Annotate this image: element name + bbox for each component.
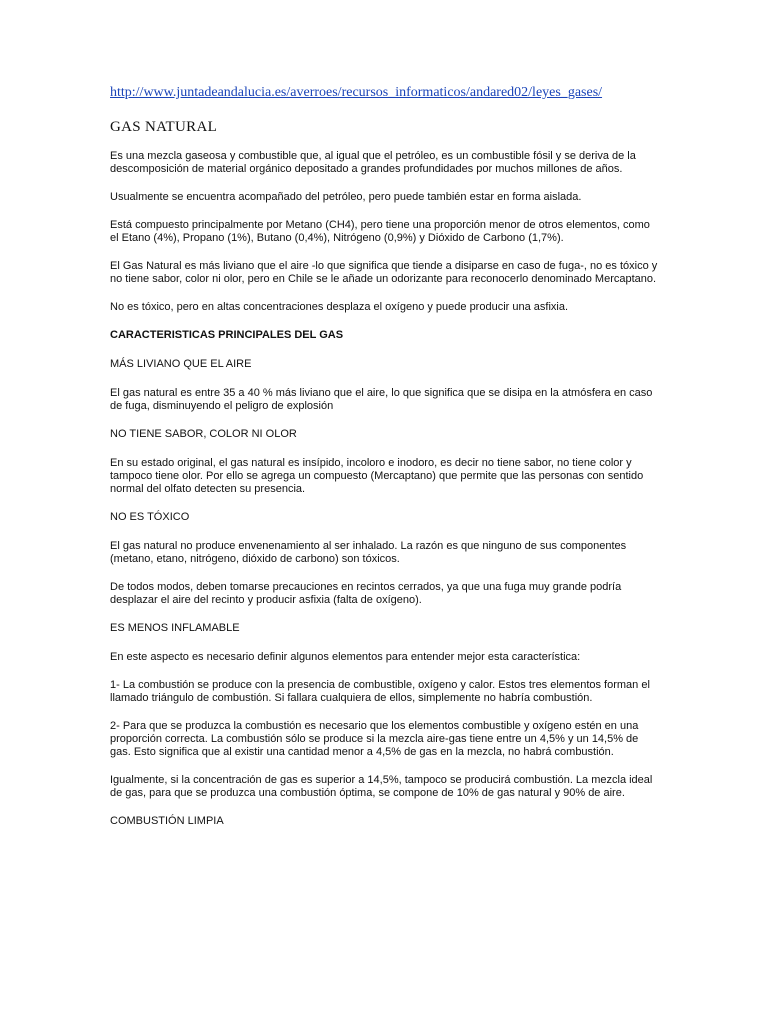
list-item-1: 1- La combustión se produce con la presencia de combustible, oxígeno y calor. Estos tres elementos forman el llamado triángulo de combustión. Si fallara cualquiera de ellos, simplemente no habría combustión. [110,679,650,704]
subheading-sabor: NO TIENE SABOR, COLOR NI OLOR [110,428,297,440]
subheading-liviano: MÁS LIVIANO QUE EL AIRE [110,358,252,370]
paragraph-inflamable: En este aspecto es necesario definir algunos elementos para entender mejor esta característica: [110,651,581,663]
paragraph-liviano: El gas natural es entre 35 a 40 % más liviano que el aire, lo que significa que se disipa en la atmósfera en caso de fuga, disminuyendo el peligro de explosión [110,387,653,412]
document-title: GAS NATURAL [110,119,218,135]
document-body [110,84,658,844]
paragraph-toxico-2: De todos modos, deben tomarse precauciones en recintos cerrados, ya que una fuga muy grande podría desplazar el aire del recinto y producir asfixia (falta de oxígeno). [110,581,622,606]
toxicity-paragraph: No es tóxico, pero en altas concentraciones desplaza el oxígeno y puede producir una asfixia. [110,301,569,313]
subheading-inflamable: ES MENOS INFLAMABLE [110,622,240,634]
composition-paragraph: Está compuesto principalmente por Metano (CH4), pero tiene una proporción menor de otros elementos, como el Etano (4%), Propano (1%), Butano (0,4%), Nitrógeno (0,9%) y Dióxido de Carbono (1,7%). [110,219,650,244]
intro-paragraph-2: Usualmente se encuentra acompañado del petróleo, pero puede también estar en forma aislada. [110,191,582,203]
source-link[interactable]: http://www.juntadeandalucia.es/averroes/recursos_informaticos/andared02/leyes_gases/ [110,85,603,100]
paragraph-igualmente: Igualmente, si la concentración de gas es superior a 14,5%, tampoco se producirá combustión. La mezcla ideal de gas, para que se produzca una combustión óptima, se compone de 10% de gas natural y 90% de aire. [110,774,653,799]
section-heading: CARACTERISTICAS PRINCIPALES DEL GAS [110,329,344,341]
list-item-2: 2- Para que se produzca la combustión es necesario que los elementos combustible y oxígeno estén en una proporción correcta. La combustión sólo se produce si la mezcla aire-gas tiene entre un 4,5% y un 14,5% de gas. Esto significa que al existir una cantidad menor a 4,5% de gas en la mezcla, no habrá combustión. [110,720,639,758]
subheading-toxico: NO ES TÓXICO [110,511,190,523]
paragraph-sabor: En su estado original, el gas natural es insípido, incoloro e inodoro, es decir no tiene sabor, no tiene color y tampoco tiene olor. Por ello se agrega un compuesto (Mercaptano) que permite que las personas con sentido normal del olfato detecten su presencia. [110,457,644,495]
intro-paragraph-1: Es una mezcla gaseosa y combustible que, al igual que el petróleo, es un combustible fósil y se deriva de la descomposición de material orgánico depositado a grandes profundidades por muchos millones de años. [110,150,636,175]
subheading-limpia: COMBUSTIÓN LIMPIA [110,815,224,827]
properties-paragraph: El Gas Natural es más liviano que el aire -lo que significa que tiende a disiparse en caso de fuga-, no es tóxico y no tiene sabor, color ni olor, pero en Chile se le añade un odorizante para reconocerlo denominado Mercaptano. [110,260,658,285]
paragraph-toxico-1: El gas natural no produce envenenamiento al ser inhalado. La razón es que ninguno de sus componentes (metano, etano, nitrógeno, dióxido de carbono) son tóxicos. [110,540,627,565]
